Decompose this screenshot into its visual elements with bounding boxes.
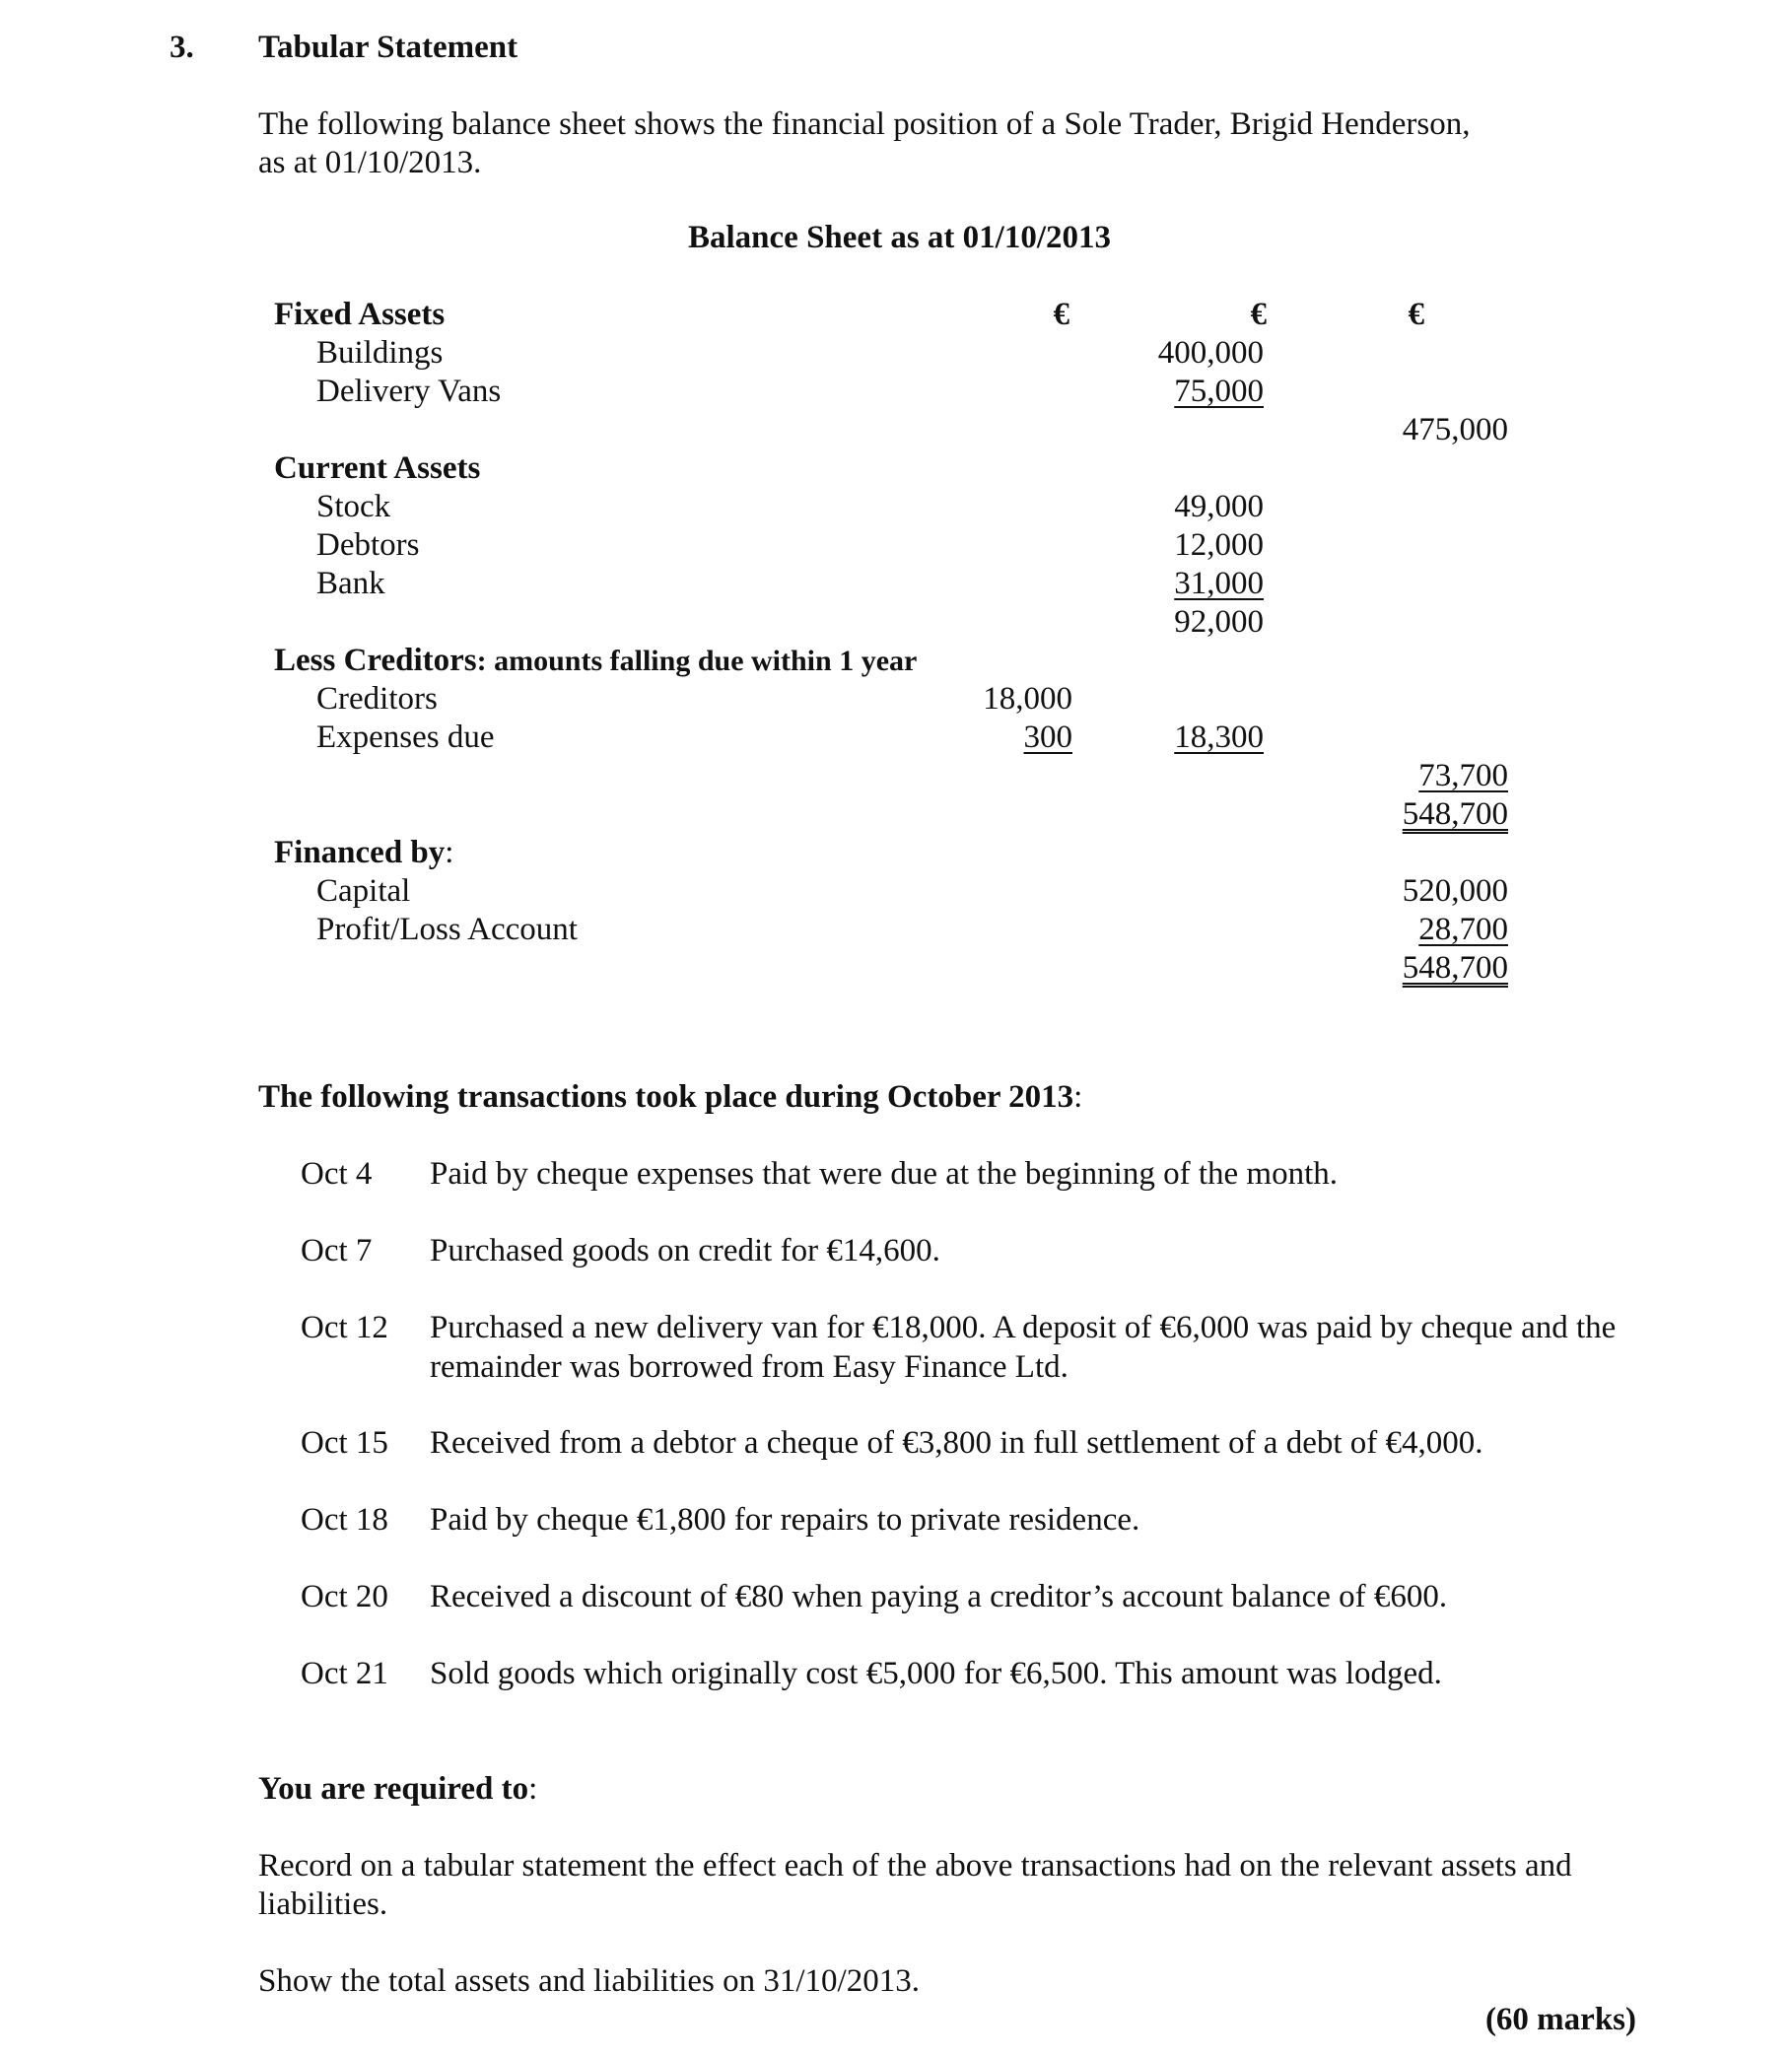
working-capital: 73,700 [1418, 758, 1508, 793]
marks-label: (60 marks) [1484, 2002, 1636, 2037]
transaction-text: Paid by cheque expenses that were due at the beginning of the month. [430, 1156, 1338, 1192]
intro-line-1: The following balance sheet shows the financial position of a Sole Trader, Brigid Henderson, [258, 106, 1471, 142]
fixed-assets-total: 475,000 [1402, 412, 1508, 447]
transaction-date: Oct 7 [301, 1233, 373, 1268]
creditor-value: 300 [1023, 720, 1072, 755]
fixed-asset-value: 400,000 [1157, 335, 1264, 371]
current-asset-value: 12,000 [1174, 527, 1264, 563]
currency-header-col3: € [1408, 297, 1424, 332]
current-assets-total: 92,000 [1174, 604, 1264, 640]
fixed-asset-label: Buildings [316, 335, 444, 371]
current-asset-value: 31,000 [1174, 566, 1264, 601]
transaction-text: Purchased goods on credit for €14,600. [430, 1233, 940, 1268]
current-asset-label: Stock [316, 489, 391, 524]
creditor-value: 18,000 [983, 681, 1072, 717]
transaction-date: Oct 12 [301, 1310, 388, 1345]
requirements-line-2: liabilities. [258, 1886, 388, 1922]
fixed-assets-heading: Fixed Assets [274, 297, 446, 332]
question-number: 3. [170, 30, 194, 65]
fixed-asset-label: Delivery Vans [316, 374, 502, 409]
current-assets-heading: Current Assets [274, 450, 481, 486]
transactions-heading: The following transactions took place during October 2013: [258, 1079, 1083, 1115]
requirements-heading: You are required to: [258, 1771, 538, 1807]
transaction-date: Oct 4 [301, 1156, 373, 1192]
net-assets-total: 548,700 [1402, 796, 1508, 832]
creditors-total: 18,300 [1174, 720, 1264, 755]
transaction-text: Received a discount of €80 when paying a creditor’s account balance of €600. [430, 1579, 1448, 1614]
transaction-date: Oct 18 [301, 1502, 388, 1538]
financed-by-value: 28,700 [1418, 912, 1508, 947]
current-asset-label: Bank [316, 566, 385, 601]
currency-header-col2: € [1250, 297, 1267, 332]
financed-by-value: 520,000 [1402, 873, 1508, 909]
question-title: Tabular Statement [258, 30, 518, 65]
transaction-text: Received from a debtor a cheque of €3,800 in full settlement of a debt of €4,000. [430, 1425, 1483, 1461]
current-asset-value: 49,000 [1174, 489, 1264, 524]
financed-by-heading: Financed by: [274, 835, 454, 870]
transaction-text: Purchased a new delivery van for €18,000. A deposit of €6,000 was paid by cheque and the remainder was borrowed from Easy Finance Ltd. [430, 1310, 1617, 1385]
financed-by-label: Capital [316, 873, 411, 909]
transaction-date: Oct 21 [301, 1656, 388, 1691]
creditor-label: Creditors [316, 681, 438, 717]
transaction-date: Oct 15 [301, 1425, 388, 1461]
requirements-line-1: Record on a tabular statement the effect each of the above transactions had on the relevant assets and [258, 1848, 1572, 1884]
transaction-text: Sold goods which originally cost €5,000 for €6,500. This amount was lodged. [430, 1656, 1442, 1691]
transaction-text: Paid by cheque €1,800 for repairs to private residence. [430, 1502, 1140, 1538]
fixed-asset-value: 75,000 [1174, 374, 1264, 409]
intro-line-2: as at 01/10/2013. [258, 145, 482, 180]
financed-by-label: Profit/Loss Account [316, 912, 578, 947]
financed-by-total: 548,700 [1402, 950, 1508, 986]
current-asset-label: Debtors [316, 527, 420, 563]
creditor-label: Expenses due [316, 720, 495, 755]
transaction-date: Oct 20 [301, 1579, 388, 1614]
requirements-line-3: Show the total assets and liabilities on 31/10/2013. [258, 1963, 920, 1999]
creditors-heading: Less Creditors: amounts falling due within 1 year [274, 643, 918, 678]
currency-header-col1: € [1053, 297, 1069, 332]
balance-sheet-title: Balance Sheet as at 01/10/2013 [688, 220, 1111, 255]
